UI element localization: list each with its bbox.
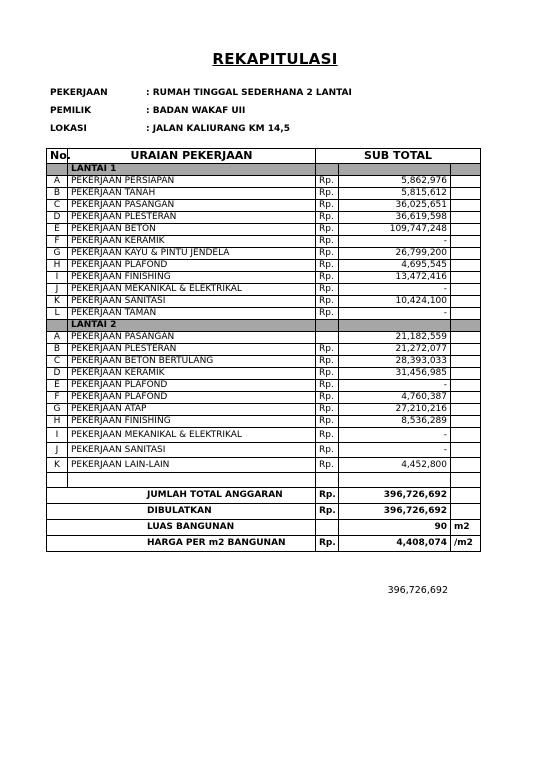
summary-unit: /m2 (451, 536, 481, 552)
row-item: PEKERJAAN SANITASI (68, 296, 316, 308)
row-amount: 27,210,216 (339, 404, 451, 416)
row-no: D (47, 368, 68, 380)
row-currency: Rp. (316, 416, 339, 428)
summary-amount: 4,408,074 (339, 536, 451, 552)
row-item: PEKERJAAN MEKANIKAL & ELEKTRIKAL (68, 428, 316, 443)
row-amount: - (339, 443, 451, 458)
summary-currency (316, 520, 339, 536)
row-currency: Rp. (316, 224, 339, 236)
row-amount: 4,760,387 (339, 392, 451, 404)
table-row (47, 380, 481, 392)
row-unit (451, 368, 481, 380)
row-amount: 26,799,200 (339, 248, 451, 260)
table-row (47, 356, 481, 368)
table-row (47, 272, 481, 284)
table-row (47, 344, 481, 356)
row-item: PEKERJAAN FINISHING (68, 272, 316, 284)
summary-label: LUAS BANGUNAN (47, 520, 316, 536)
table-row (47, 332, 481, 344)
group-no (47, 164, 68, 176)
row-unit (451, 284, 481, 296)
row-no: K (47, 296, 68, 308)
row-currency: Rp. (316, 188, 339, 200)
row-amount: 36,025,651 (339, 200, 451, 212)
group-no (47, 320, 68, 332)
row-unit (451, 248, 481, 260)
row-currency: Rp. (316, 260, 339, 272)
summary-amount: 90 (339, 520, 451, 536)
row-unit (451, 356, 481, 368)
table-row (47, 188, 481, 200)
row-item: PEKERJAAN KERAMIK (68, 236, 316, 248)
row-no: B (47, 344, 68, 356)
row-amount: 21,182,559 (339, 332, 451, 344)
row-unit (451, 200, 481, 212)
group-amount (339, 164, 451, 176)
row-currency: Rp. (316, 284, 339, 296)
row-unit (451, 188, 481, 200)
row-amount: 28,393,033 (339, 356, 451, 368)
row-no: F (47, 236, 68, 248)
row-amount: 36,619,598 (339, 212, 451, 224)
row-item: PEKERJAAN PASANGAN (68, 200, 316, 212)
row-amount: 5,862,976 (339, 176, 451, 188)
row-item: PEKERJAAN PLESTERAN (68, 344, 316, 356)
row-currency: Rp. (316, 368, 339, 380)
row-no: H (47, 260, 68, 272)
row-no: A (47, 176, 68, 188)
meta-pemilik (50, 106, 245, 116)
footer-total: 396,726,692 (387, 585, 448, 596)
row-item: PEKERJAAN FINISHING (68, 416, 316, 428)
table-header (47, 149, 481, 164)
meta-label: PEMILIK (50, 106, 92, 116)
summary-currency: Rp. (316, 488, 339, 504)
group-unit (451, 164, 481, 176)
row-item: PEKERJAAN TANAH (68, 188, 316, 200)
table-row (47, 212, 481, 224)
table-row (47, 392, 481, 404)
row-item: PEKERJAAN PLESTERAN (68, 212, 316, 224)
row-no: F (47, 392, 68, 404)
group-cur (316, 164, 339, 176)
summary-row (47, 504, 481, 520)
row-no: I (47, 272, 68, 284)
row-currency: Rp. (316, 404, 339, 416)
table-body (47, 164, 481, 552)
meta-lokasi (50, 124, 290, 134)
row-currency: Rp. (316, 443, 339, 458)
header-no: No. (47, 149, 68, 164)
page-title: REKAPITULASI (212, 50, 338, 68)
table-row (47, 443, 481, 458)
table-row (47, 224, 481, 236)
row-currency: Rp. (316, 272, 339, 284)
row-no: J (47, 284, 68, 296)
meta-value: : JALAN KALIURANG KM 14,5 (146, 124, 290, 134)
row-currency: Rp. (316, 308, 339, 320)
row-amount: 10,424,100 (339, 296, 451, 308)
row-no: L (47, 308, 68, 320)
group-row (47, 164, 481, 176)
summary-label: DIBULATKAN (47, 504, 316, 520)
row-no: I (47, 428, 68, 443)
table-row (47, 296, 481, 308)
row-unit (451, 224, 481, 236)
summary-amount: 396,726,692 (339, 488, 451, 504)
row-no: D (47, 212, 68, 224)
group-name: LANTAI 1 (68, 164, 316, 176)
row-item: PEKERJAAN PLAFOND (68, 392, 316, 404)
row-item: PEKERJAAN LAIN-LAIN (68, 458, 316, 473)
row-no: G (47, 248, 68, 260)
row-no: G (47, 404, 68, 416)
row-item: PEKERJAAN PASANGAN (68, 332, 316, 344)
row-currency: Rp. (316, 458, 339, 473)
row-amount: - (339, 380, 451, 392)
meta-label: PEKERJAAN (50, 88, 108, 98)
blank-cell (316, 473, 339, 488)
row-item: PEKERJAAN KERAMIK (68, 368, 316, 380)
row-no: J (47, 443, 68, 458)
row-amount: 5,815,612 (339, 188, 451, 200)
meta-value: : RUMAH TINGGAL SEDERHANA 2 LANTAI (146, 88, 352, 98)
row-currency: Rp. (316, 380, 339, 392)
rekap-table (46, 148, 481, 552)
row-unit (451, 404, 481, 416)
row-item: PEKERJAAN PLAFOND (68, 380, 316, 392)
blank-cell (339, 473, 451, 488)
group-amount (339, 320, 451, 332)
row-amount: - (339, 308, 451, 320)
group-unit (451, 320, 481, 332)
header-subtotal: SUB TOTAL (316, 149, 481, 164)
row-amount: 4,452,800 (339, 458, 451, 473)
summary-currency: Rp. (316, 536, 339, 552)
meta-pekerjaan (50, 88, 352, 98)
row-unit (451, 458, 481, 473)
row-unit (451, 308, 481, 320)
header-uraian: URAIAN PEKERJAAN (68, 149, 316, 164)
row-no: E (47, 380, 68, 392)
row-unit (451, 176, 481, 188)
blank-cell (451, 473, 481, 488)
table-row (47, 236, 481, 248)
group-row (47, 320, 481, 332)
row-no: C (47, 356, 68, 368)
blank-row (47, 473, 481, 488)
row-amount: - (339, 428, 451, 443)
blank-cell (68, 473, 316, 488)
row-unit (451, 296, 481, 308)
table-row (47, 260, 481, 272)
summary-unit: m2 (451, 520, 481, 536)
row-currency: Rp. (316, 356, 339, 368)
row-unit (451, 260, 481, 272)
summary-unit (451, 488, 481, 504)
row-currency: Rp. (316, 200, 339, 212)
row-no: H (47, 416, 68, 428)
summary-label: JUMLAH TOTAL ANGGARAN (47, 488, 316, 504)
summary-amount: 396,726,692 (339, 504, 451, 520)
row-currency: Rp. (316, 236, 339, 248)
row-unit (451, 332, 481, 344)
summary-label: HARGA PER m2 BANGUNAN (47, 536, 316, 552)
row-amount: 109,747,248 (339, 224, 451, 236)
row-currency: Rp. (316, 428, 339, 443)
table-row (47, 458, 481, 473)
group-cur (316, 320, 339, 332)
row-amount: 21,272,077 (339, 344, 451, 356)
row-no: B (47, 188, 68, 200)
table-row (47, 284, 481, 296)
table-row (47, 200, 481, 212)
group-name: LANTAI 2 (68, 320, 316, 332)
row-unit (451, 428, 481, 443)
table-row (47, 404, 481, 416)
row-currency: Rp. (316, 248, 339, 260)
row-unit (451, 236, 481, 248)
table-row (47, 416, 481, 428)
row-item: PEKERJAAN TAMAN (68, 308, 316, 320)
row-currency: Rp. (316, 344, 339, 356)
row-currency: Rp. (316, 392, 339, 404)
row-unit (451, 392, 481, 404)
blank-cell (47, 473, 68, 488)
row-currency: Rp. (316, 176, 339, 188)
row-amount: - (339, 236, 451, 248)
row-amount: 13,472,416 (339, 272, 451, 284)
row-item: PEKERJAAN PLAFOND (68, 260, 316, 272)
row-item: PEKERJAAN KAYU & PINTU JENDELA (68, 248, 316, 260)
summary-unit (451, 504, 481, 520)
row-item: PEKERJAAN PERSIAPAN (68, 176, 316, 188)
row-amount: 4,695,545 (339, 260, 451, 272)
row-item: PEKERJAAN BETON (68, 224, 316, 236)
summary-row (47, 488, 481, 504)
table-row (47, 368, 481, 380)
row-item: PEKERJAAN BETON BERTULANG (68, 356, 316, 368)
row-currency: Rp. (316, 212, 339, 224)
row-unit (451, 380, 481, 392)
row-unit (451, 416, 481, 428)
summary-row (47, 536, 481, 552)
summary-currency: Rp. (316, 504, 339, 520)
summary-row (47, 520, 481, 536)
row-no: A (47, 332, 68, 344)
row-item: PEKERJAAN SANITASI (68, 443, 316, 458)
meta-value: : BADAN WAKAF UII (146, 106, 246, 116)
row-item: PEKERJAAN ATAP (68, 404, 316, 416)
row-currency (316, 332, 339, 344)
row-no: K (47, 458, 68, 473)
row-amount: 31,456,985 (339, 368, 451, 380)
row-unit (451, 212, 481, 224)
row-unit (451, 272, 481, 284)
table-row (47, 308, 481, 320)
row-no: C (47, 200, 68, 212)
table-row (47, 428, 481, 443)
row-unit (451, 344, 481, 356)
table-row (47, 248, 481, 260)
row-unit (451, 443, 481, 458)
row-amount: 8,536,289 (339, 416, 451, 428)
row-no: E (47, 224, 68, 236)
row-currency: Rp. (316, 296, 339, 308)
table-row (47, 176, 481, 188)
meta-label: LOKASI (50, 124, 87, 134)
row-amount: - (339, 284, 451, 296)
row-item: PEKERJAAN MEKANIKAL & ELEKTRIKAL (68, 284, 316, 296)
